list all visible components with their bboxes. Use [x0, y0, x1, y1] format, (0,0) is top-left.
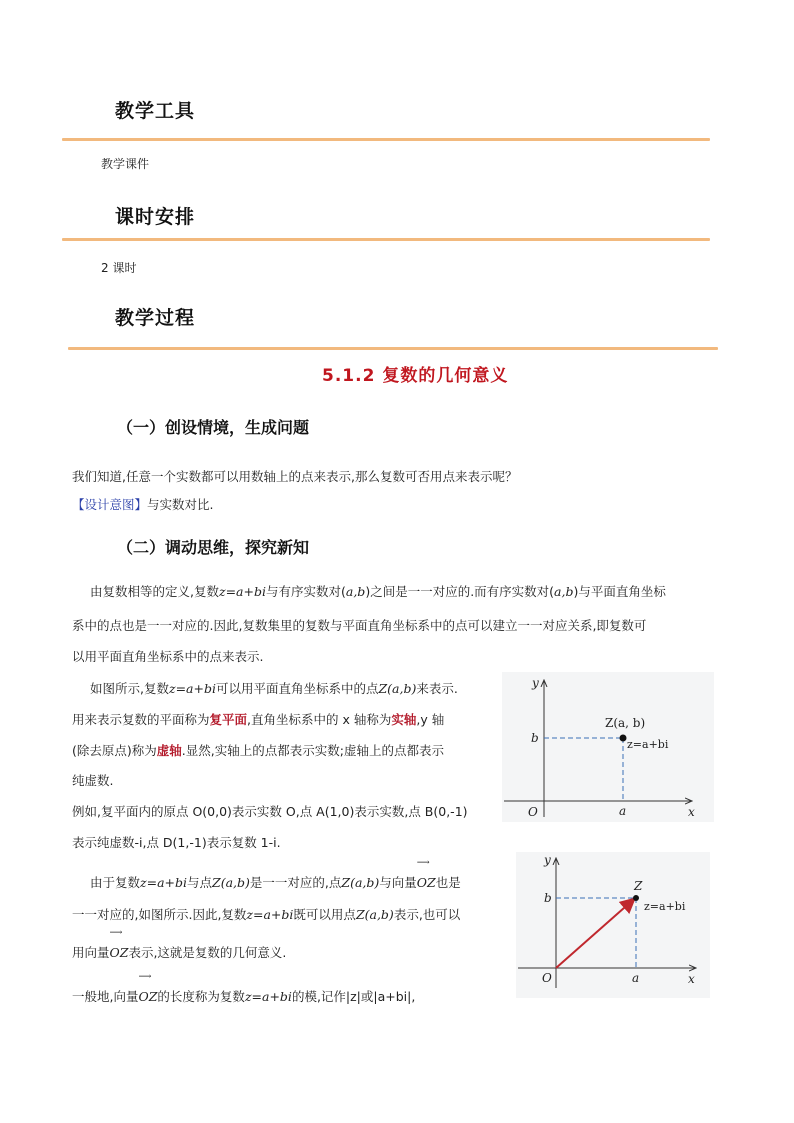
- para2-line5: 例如,复平面内的原点 O(0,0)表示实数 O,点 A(1,0)表示实数,点 B(0,-1): [72, 804, 468, 819]
- part1-heading: （一）创设情境，生成问题: [117, 418, 310, 437]
- label-y: y: [532, 676, 539, 690]
- label-b: b: [531, 731, 539, 745]
- label-point: Z: [634, 879, 643, 893]
- label-a: a: [619, 804, 627, 818]
- vector-oz: ⟶ OZ: [110, 938, 129, 967]
- para2-line1: 如图所示,复数z=a+bi可以用平面直角坐标系中的点Z(a,b)来表示.: [90, 681, 458, 696]
- design-intent-text: 与实数对比.: [147, 497, 214, 512]
- para3-line4: 一般地,向量⟶ OZ的长度称为复数z=a+bi的模,记作|z|或|a+bi|,: [72, 982, 415, 1011]
- label-origin: O: [542, 971, 552, 985]
- para3-line3: 用向量⟶ OZ表示,这就是复数的几何意义.: [72, 938, 286, 967]
- lesson-title: 5.1.2 复数的几何意义: [322, 366, 509, 386]
- label-z: z=a+bi: [627, 738, 669, 751]
- label-point: Z(a, b): [605, 716, 646, 730]
- label-y: y: [544, 853, 551, 867]
- design-intent: [72, 496, 214, 514]
- para2-line6: 表示纯虚数-i,点 D(1,-1)表示复数 1-i.: [72, 835, 281, 850]
- section-content-schedule: 2 课时: [101, 261, 137, 275]
- para1-line3: 以用平面直角坐标系中的点来表示.: [72, 649, 264, 664]
- label-z: z=a+bi: [644, 900, 686, 913]
- part2-heading: （二）调动思维，探究新知: [117, 538, 310, 557]
- label-a: a: [632, 971, 640, 985]
- vector-arrow: [556, 900, 633, 968]
- vector-oz: ⟶ OZ: [417, 868, 436, 897]
- para2-line2: 用来表示复数的平面称为复平面,直角坐标系中的 x 轴称为实轴,y 轴: [72, 712, 445, 727]
- term-real-axis: 实轴: [391, 712, 417, 727]
- para3-line1: 由于复数z=a+bi与点Z(a,b)是一一对应的,点Z(a,b)与向量⟶ OZ也是: [90, 868, 461, 897]
- point-z: [620, 735, 627, 742]
- para2-line4: 纯虚数.: [72, 773, 114, 788]
- label-x: x: [688, 972, 695, 986]
- term-complex-plane: 复平面: [209, 712, 248, 727]
- section-heading-tools: 教学工具: [115, 100, 196, 122]
- label-b: b: [544, 891, 552, 905]
- figure-complex-plane-point: [502, 672, 714, 822]
- para1-line1: 由复数相等的定义,复数z=a+bi与有序实数对(a,b)之间是一一对应的.而有序实数对(a,b)与平面直角坐标: [90, 584, 666, 599]
- para2-line3: (除去原点)称为虚轴.显然,实轴上的点都表示实数;虚轴上的点都表示: [72, 743, 444, 758]
- label-x: x: [688, 805, 695, 819]
- term-imaginary-axis: 虚轴: [156, 743, 182, 758]
- section-divider: [62, 138, 710, 141]
- section-heading-process: 教学过程: [115, 307, 196, 329]
- section-content-tools: 教学课件: [101, 157, 150, 171]
- para3-line2: 一一对应的,如图所示.因此,复数z=a+bi既可以用点Z(a,b)表示,也可以: [72, 907, 461, 922]
- para1-line2: 系中的点也是一一对应的.因此,复数集里的复数与平面直角坐标系中的点可以建立一一对应关系,即复数可: [72, 618, 647, 633]
- section-divider: [68, 347, 718, 350]
- design-intent-label: 【设计意图】: [72, 497, 148, 512]
- point-z: [633, 895, 639, 901]
- label-origin: O: [528, 805, 538, 819]
- section-divider: [62, 238, 710, 241]
- part1-text: 我们知道,任意一个实数都可以用数轴上的点来表示,那么复数可否用点来表示呢？: [72, 469, 518, 484]
- section-heading-schedule: 课时安排: [115, 206, 196, 228]
- figure-complex-vector: [516, 852, 710, 998]
- vector-oz: ⟶ OZ: [138, 982, 157, 1011]
